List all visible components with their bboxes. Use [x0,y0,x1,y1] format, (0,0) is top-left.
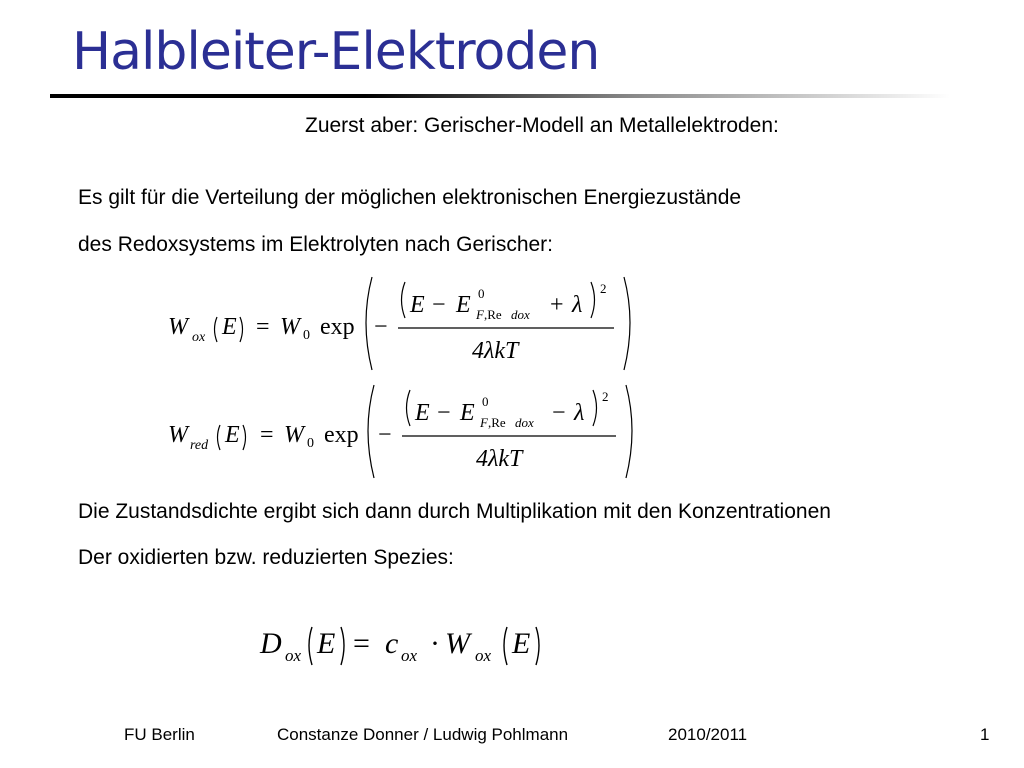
ox-subscript: ox [285,646,302,665]
slide-title: Halbleiter-Elektroden [72,22,600,82]
conclusion-line-2: Der oxidierten bzw. reduzierten Spezies: [78,546,454,569]
lambda-symbol: λ [572,292,583,318]
dox-subscript: dox [511,307,530,322]
dox-subscript: dox [515,415,534,430]
exp-label: exp [320,314,355,340]
w-symbol: W [445,627,470,660]
w0-symbol: W [284,422,304,448]
exp-label: exp [324,422,359,448]
footer-authors: Constanze Donner / Ludwig Pohlmann [277,725,569,744]
equals-sign: = [260,422,274,448]
footer-institution: FU Berlin [124,725,195,744]
e-variable: E [222,314,237,340]
square-exponent: 2 [600,281,607,296]
subtitle: Zuerst aber: Gerischer-Modell an Metallelektroden: [305,114,779,137]
ox-subscript-c: ox [401,646,418,665]
ef-subscript: F [476,307,484,322]
formula-w-ox [160,272,640,377]
formula-w-red [160,380,640,485]
intro-line-2: des Redoxsystems im Elektrolyten nach Gerischer: [78,233,554,256]
dot-operator: · [430,627,440,660]
redox-subscript: ,Re [488,415,506,430]
e-variable-2: E [512,627,531,660]
ox-subscript-w: ox [475,646,492,665]
conclusion-line-1: Die Zustandsdichte ergibt sich dann durch Multiplikation mit den Konzentrationen [78,500,831,523]
minus-sign: − [374,314,388,340]
minus-numerator: − [432,292,446,318]
denominator: 4λkT [472,338,519,364]
equals-sign: = [353,627,370,660]
w0-subscript: 0 [303,328,310,343]
ef-symbol: E [456,292,471,318]
formula-d-ox [255,615,565,675]
page-number: 1 [980,725,990,744]
d-symbol: D [260,627,282,660]
e-variable: E [317,627,336,660]
e-variable: E [225,422,240,448]
c-symbol: c [385,627,399,660]
ef-superscript: 0 [482,394,489,409]
minus-lambda-sign: − [552,400,566,426]
minus-sign: − [378,422,392,448]
ef-subscript: F [480,415,488,430]
footer-semester: 2010/2011 [668,725,748,744]
ef-superscript: 0 [478,286,485,301]
w-symbol: W [168,422,188,448]
denominator: 4λkT [476,446,523,472]
title-underline [50,94,950,98]
lambda-symbol: λ [574,400,585,426]
ef-symbol: E [460,400,475,426]
square-exponent: 2 [602,389,609,404]
e-numerator: E [415,400,430,426]
w0-symbol: W [280,314,300,340]
intro-line-1: Es gilt für die Verteilung der möglichen elektronischen Energiezustände [78,186,742,209]
minus-numerator: − [437,400,451,426]
ox-subscript: ox [192,330,206,345]
w0-subscript: 0 [307,436,314,451]
equals-sign: = [256,314,270,340]
e-numerator: E [410,292,425,318]
w-symbol: W [168,314,188,340]
plus-sign: + [550,292,564,318]
redox-subscript: ,Re [484,307,502,322]
red-subscript: red [190,438,209,453]
